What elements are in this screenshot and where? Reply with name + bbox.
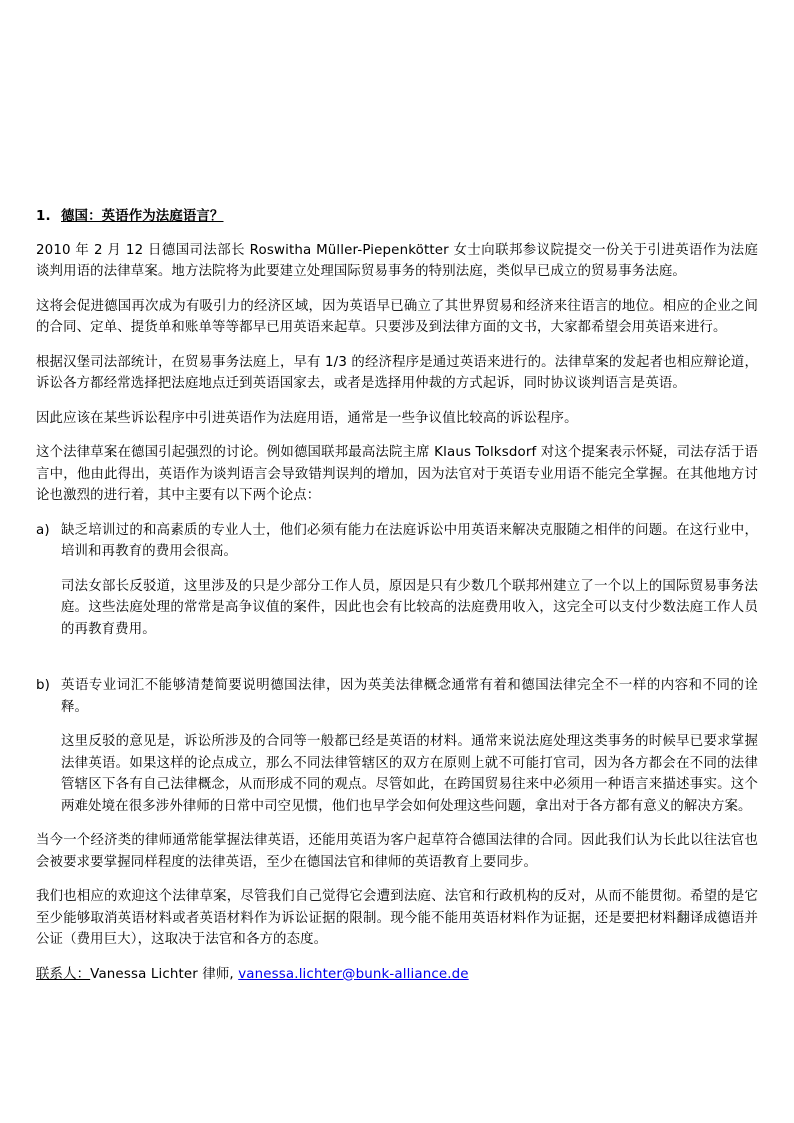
paragraph-economy: 这将会促进德国再次成为有吸引力的经济区域，因为英语早已确立了其世界贸易和经济来往语言的地位。相应的企业之间的合同、定单、提货单和账单等等都早已用英语来起草。只要涉及到法律方面的文书，大家都希望会用英语来进行。 — [36, 298, 758, 335]
contact-line — [36, 964, 758, 986]
contact-name: Vanessa Lichter 律师, — [90, 966, 239, 982]
list-item-b-reply: 这里反驳的意见是，诉讼所涉及的合同等一般都已经是英语的材料。通常来说法庭处理这类事务的时候早已要求掌握法律英语。如果这样的论点成立，那么不同法律管辖区的双方在原则上就不可能打官司，因为各方都会在不同的法律管辖区下各有自己法律概念，从而形成不同的观点。尽管如此，在跨国贸易往来中必须用一种语言来描述事实。这个两难处境在很多涉外律师的日常中司空见惯，他们也早学会如何处理这些问题，拿出对于各方都有意义的解决方案。 — [61, 734, 758, 814]
list-marker: b) — [36, 678, 51, 693]
document-page — [36, 206, 758, 985]
list-item-b — [36, 675, 758, 718]
paragraph-conclusion: 当今一个经济类的律师通常能掌握法律英语，还能用英语为客户起草符合德国法律的合同。因此我们认为长此以往法官也会被要求要掌握同样程度的法律英语，至少在德国法官和律师的英语教育上要同步。 — [36, 833, 758, 870]
list-item-text: 英语专业词汇不能够清楚简要说明德国法律，因为英美法律概念通常有着和德国法律完全不一样的内容和不同的诠释。 — [61, 678, 758, 715]
contact-label: 联系人： — [36, 966, 91, 982]
paragraph-statistics: 根据汉堡司法部统计，在贸易事务法庭上，早有 1/3 的经济程序是通过英语来进行的。法律草案的发起者也相应辩论道，诉讼各方都经常选择把法庭地点迁到英语国家去，或者是选择用仲裁的方式起诉，同时协议谈判语言是英语。 — [36, 354, 758, 391]
paragraph-intro: 2010 年 2 月 12 日德国司法部长 Roswitha Müller-Piepenkötter 女士向联邦参议院提交一份关于引进英语作为法庭谈判用语的法律草案。地方法院将为此要建立处理国际贸易事务的特别法庭，类似早已成立的贸易事务法庭。 — [36, 242, 758, 279]
paragraph-welcome: 我们也相应的欢迎这个法律草案，尽管我们自己觉得它会遭到法庭、法官和行政机构的反对，从而不能贯彻。希望的是它至少能够取消英语材料或者英语材料作为诉讼证据的限制。现今能不能用英语材料作为证据，还是要把材料翻译成德语并公证（费用巨大），这取决于法官和各方的态度。 — [36, 889, 758, 947]
section-number: 1. — [36, 209, 51, 224]
contact-email-link[interactable]: vanessa.lichter@bunk-alliance.de — [238, 966, 469, 982]
list-item-a-reply: 司法女部长反驳道，这里涉及的只是少部分工作人员，原因是只有少数几个联邦州建立了一个以上的国际贸易事务法庭。这些法庭处理的常常是高争议值的案件，因此也会有比较高的法庭费用收入，这完全可以支付少数法庭工作人员的再教育费用。 — [61, 578, 758, 637]
spacer — [36, 653, 758, 675]
section-heading — [36, 206, 758, 228]
list-marker: a) — [36, 522, 50, 538]
paragraph-discussion: 这个法律草案在德国引起强烈的讨论。例如德国联邦最高法院主席 Klaus Tolksdorf 对这个提案表示怀疑，司法存活于语言中，他由此得出，英语作为谈判语言会导致错判误判的增加，因为法官对于英语专业用语不能完全掌握。在其他地方讨论也激烈的进行着，其中主要有以下两个论点： — [36, 445, 758, 503]
section-title: 德国：英语作为法庭语言？ — [61, 209, 224, 224]
list-item-a — [36, 520, 758, 563]
list-item-text: 缺乏培训过的和高素质的专业人士，他们必须有能力在法庭诉讼中用英语来解决克服随之相伴的问题。在这行业中，培训和再教育的费用会很高。 — [61, 522, 758, 559]
paragraph-proposal: 因此应该在某些诉讼程序中引进英语作为法庭用语，通常是一些争议值比较高的诉讼程序。 — [36, 410, 578, 426]
